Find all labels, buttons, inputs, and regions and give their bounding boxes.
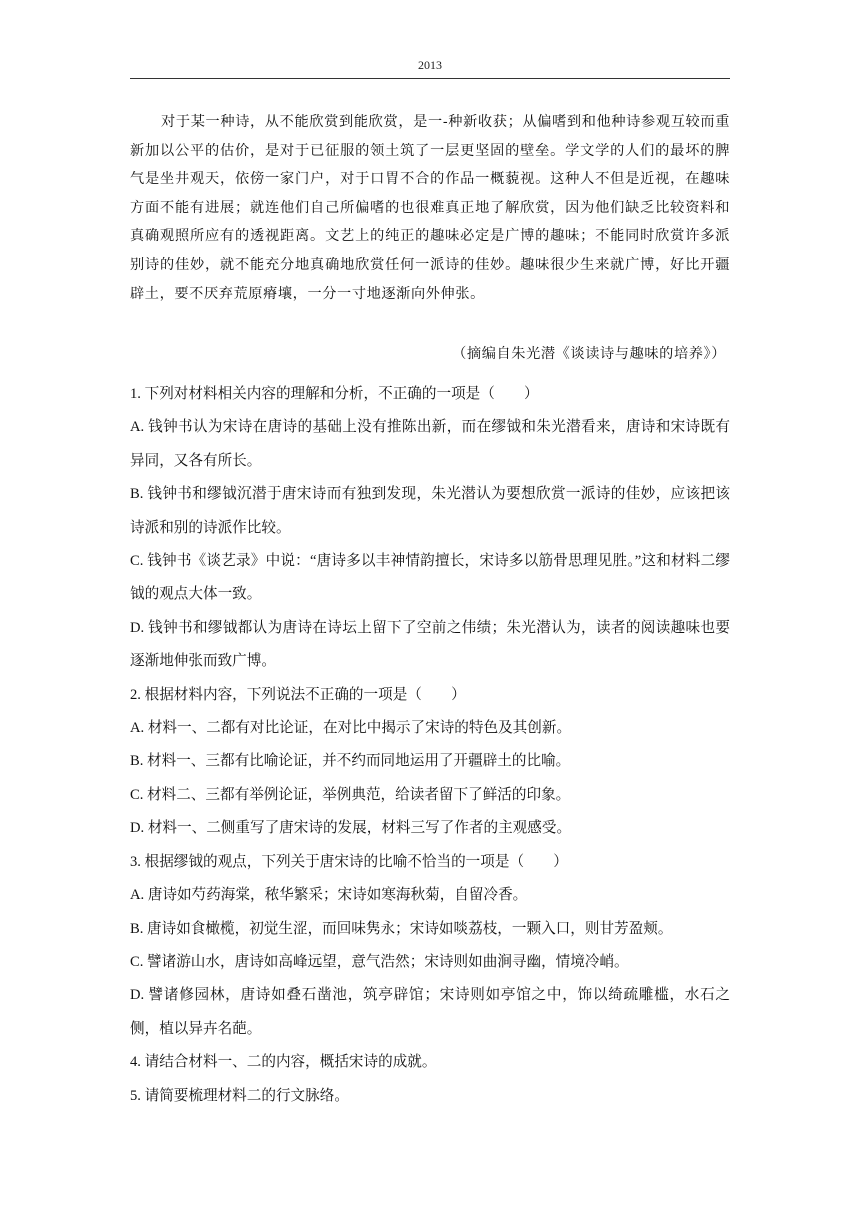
reading-passage [130, 108, 730, 308]
question-2-option-c: C. 材料二、三都有举例论证，举例典范，给读者留下了鲜活的印象。 [130, 786, 571, 803]
question-2-option-a: A. 材料一、二都有对比论证，在对比中揭示了宋诗的特色及其创新。 [130, 720, 572, 737]
passage-text: 对于某一种诗，从不能欣赏到能欣赏，是一-种新收获；从偏嗜到和他种诗参观互较而重新加以公平的估价，是对于已征服的领土筑了一层更坚固的壁垒。学文学的人们的最坏的脾气是坐井观天，依傍一家门户，对于口胃不合的作品一概藐视。这种人不但是近视，在趣味方面不能有进展；就连他们自己所偏嗜的也很难真正地了解欣赏，因为他们缺乏比较资料和真确观照所应有的透视距离。文艺上的纯正的趣味必定是广博的趣味；不能同时欣赏许多派别诗的佳妙，就不能充分地真确地欣赏任何一派诗的佳妙。趣味很少生来就广博，好比开疆辟土，要不厌弃荒原瘠壤，一分一寸地逐渐向外伸张。 [130, 114, 730, 302]
question-2-option-d: D. 材料一、二侧重写了唐宋诗的发展，材料三写了作者的主观感受。 [130, 820, 572, 837]
question-3-option-c: C. 譬诸游山水，唐诗如高峰远望，意气浩然；宋诗则如曲涧寻幽，情境冷峭。 [130, 953, 629, 970]
question-3 [130, 846, 730, 1046]
question-3-option-b: B. 唐诗如食橄榄，初觉生涩，而回味隽永；宋诗如啖荔枝，一颗入口，则甘芳盈颊。 [130, 920, 673, 937]
question-2 [130, 679, 730, 846]
question-5-stem: 5. 请简要梳理材料二的行文脉络。 [130, 1087, 349, 1104]
question-3-stem: 3. 根据缪钺的观点，下列关于唐宋诗的比喻不恰当的一项是（ ） [130, 853, 568, 870]
question-4-stem: 4. 请结合材料一、二的内容，概括宋诗的成就。 [130, 1054, 437, 1071]
question-1 [130, 378, 730, 679]
question-list [130, 378, 730, 1113]
question-4 [130, 1046, 730, 1079]
header-divider [130, 78, 730, 79]
passage-citation: （摘编自朱光潜《谈读诗与趣味的培养》） [452, 346, 726, 362]
question-3-option-d: D. 譬诸修园林，唐诗如叠石凿池，筑亭辟馆；宋诗则如亭馆之中，饰以绮疏雕槛，水石之侧，植以异卉名葩。 [130, 987, 730, 1037]
question-2-stem: 2. 根据材料内容，下列说法不正确的一项是（ ） [130, 686, 466, 703]
question-2-option-b: B. 材料一、三都有比喻论证，并不约而同地运用了开疆辟土的比喻。 [130, 753, 571, 770]
question-1-option-a: A. 钱钟书认为宋诗在唐诗的基础上没有推陈出新，而在缪钺和朱光潜看来，唐诗和宋诗既有异同，又各有所长。 [130, 419, 730, 469]
question-3-option-a: A. 唐诗如芍药海棠，秾华繁采；宋诗如寒海秋菊，自留冷香。 [130, 887, 528, 904]
question-1-option-c: C. 钱钟书《谈艺录》中说：“唐诗多以丰神情韵擅长，宋诗多以筋骨思理见胜。”这和材料二缪钺的观点大体一致。 [130, 553, 730, 603]
question-1-stem: 1. 下列对材料相关内容的理解和分析，不正确的一项是（ ） [130, 386, 539, 402]
question-5 [130, 1080, 730, 1113]
question-1-option-d: D. 钱钟书和缪钺都认为唐诗在诗坛上留下了空前之伟绩；朱光潜认为，读者的阅读趣味也要逐渐地伸张而致广博。 [130, 619, 730, 670]
page-label: 2013 [418, 58, 442, 72]
question-1-option-b: B. 钱钟书和缪钺沉潜于唐宋诗而有独到发现，朱光潜认为要想欣赏一派诗的佳妙，应该把该诗派和别的诗派作比较。 [130, 486, 730, 536]
